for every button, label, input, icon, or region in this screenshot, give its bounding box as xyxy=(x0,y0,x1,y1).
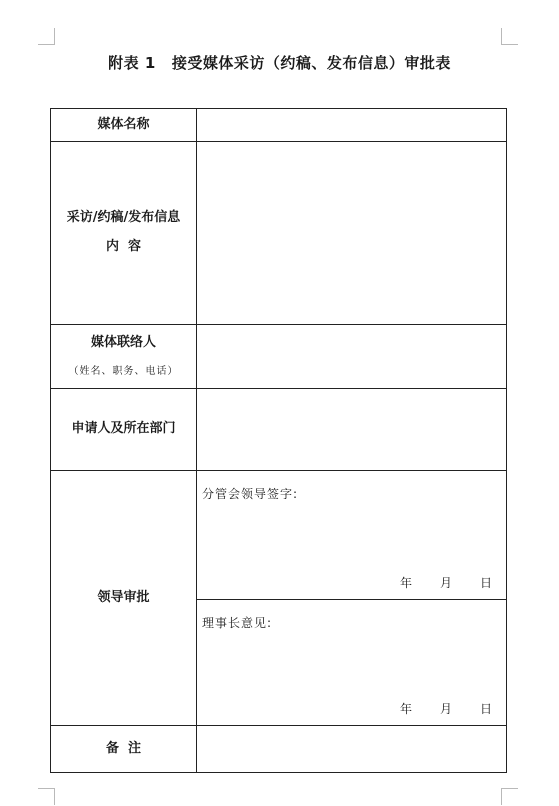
leader-sign-date xyxy=(372,574,492,591)
chairman-opinion-label: 理事长意见: xyxy=(202,616,273,630)
leader-sign-section[interactable] xyxy=(197,471,506,600)
date-month: 月 xyxy=(439,702,452,716)
date-day: 日 xyxy=(479,576,492,590)
contact-label xyxy=(51,325,197,389)
remarks-field[interactable] xyxy=(197,726,507,773)
date-year: 年 xyxy=(399,576,412,590)
date-year: 年 xyxy=(399,702,412,716)
approval-form-table xyxy=(50,108,507,773)
row-contact xyxy=(51,325,507,389)
title-number: 附表 1 xyxy=(108,54,156,72)
content-label xyxy=(51,142,197,325)
contact-sublabel: （姓名、职务、电话） xyxy=(68,366,179,378)
approval-field xyxy=(197,471,507,726)
row-approval xyxy=(51,471,507,726)
row-media-name xyxy=(51,109,507,142)
row-applicant xyxy=(51,389,507,471)
row-content xyxy=(51,142,507,325)
remarks-label: 备 注 xyxy=(51,726,197,773)
chairman-opinion-section[interactable] xyxy=(197,600,506,725)
approval-label: 领导审批 xyxy=(51,471,197,726)
title-text: 接受媒体采访（约稿、发布信息）审批表 xyxy=(171,54,451,72)
media-name-field[interactable] xyxy=(197,109,507,142)
applicant-field[interactable] xyxy=(197,389,507,471)
date-day: 日 xyxy=(479,702,492,716)
content-field[interactable] xyxy=(197,142,507,325)
chairman-opinion-date xyxy=(372,700,492,717)
crop-mark-bottom-left xyxy=(38,788,55,805)
row-remarks xyxy=(51,726,507,773)
page-title xyxy=(0,52,559,73)
media-name-label: 媒体名称 xyxy=(51,109,197,142)
leader-sign-label: 分管会领导签字: xyxy=(202,487,299,501)
content-label-line2: 内 容 xyxy=(105,239,142,254)
crop-mark-bottom-right xyxy=(501,788,518,805)
contact-label-main: 媒体联络人 xyxy=(90,334,156,350)
crop-mark-top-right xyxy=(501,28,518,45)
applicant-label: 申请人及所在部门 xyxy=(51,389,197,471)
date-month: 月 xyxy=(439,576,452,590)
content-label-line1: 采访/约稿/发布信息 xyxy=(66,210,181,226)
contact-field[interactable] xyxy=(197,325,507,389)
crop-mark-top-left xyxy=(38,28,55,45)
